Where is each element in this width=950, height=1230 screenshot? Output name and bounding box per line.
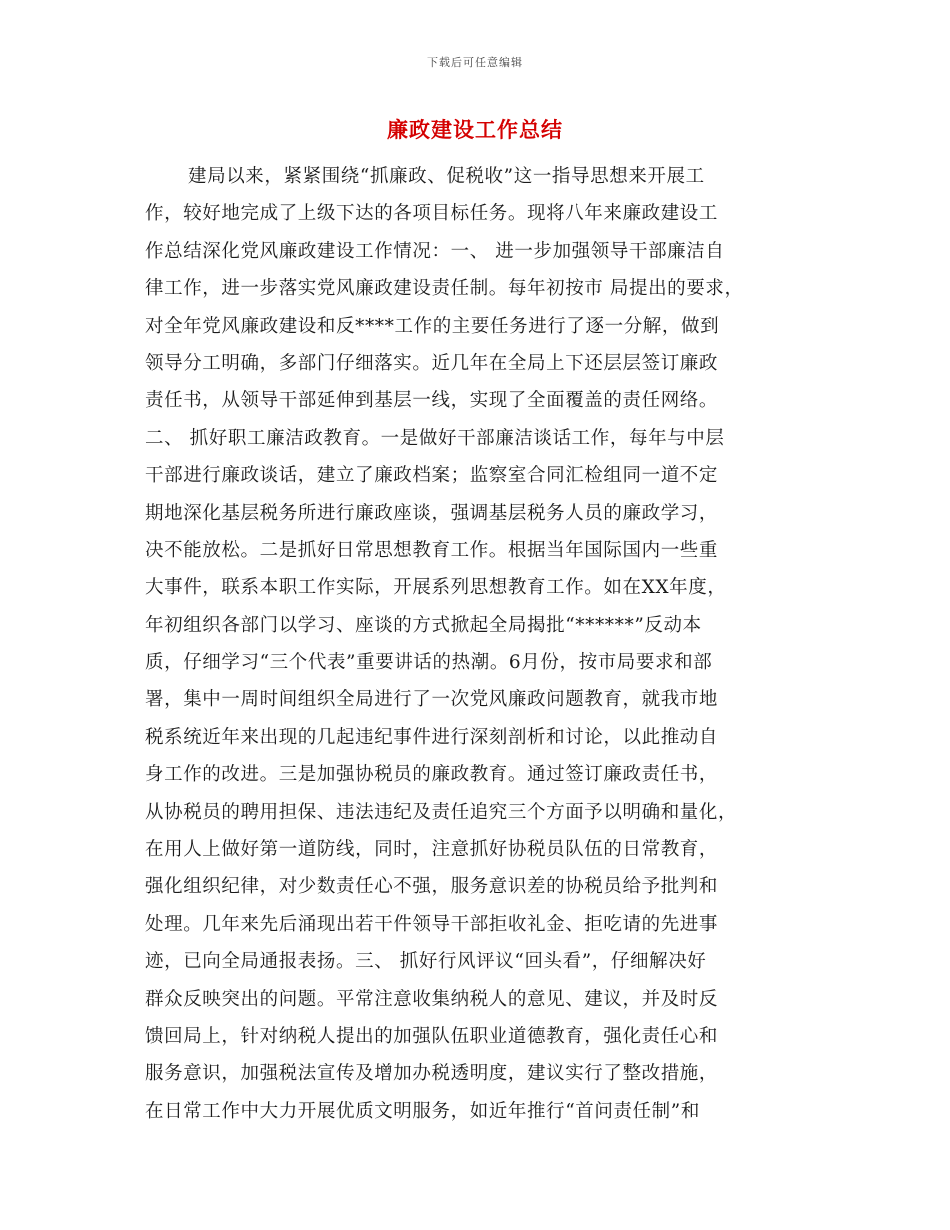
document-body [145,158,825,1130]
body-line: 从协税员的聘用担保、违法违纪及责任追究三个方面予以明确和量化， [145,801,738,823]
body-line: 处理。几年来先后涌现出若干件领导干部拒收礼金、拒吃请的先进事 [145,913,719,935]
body-line: 在日常工作中大力开展优质文明服务，如近年推行“首问责任制”和 [145,1100,700,1122]
body-line: 在用人上做好第一道防线，同时，注意抓好协税员队伍的日常教育， [145,839,719,861]
body-line: 律工作，进一步落实党风廉政建设责任制。每年初按市 局提出的要求， [145,278,744,300]
body-line: 强化组织纪律，对少数责任心不强，服务意识差的协税员给予批判和 [145,876,719,898]
body-line: 署，集中一周时间组织全局进行了一次党风廉政问题教育，就我市地 [145,689,719,711]
body-line: 馈回局上，针对纳税人提出的加强队伍职业道德教育，强化责任心和 [145,1025,719,1047]
body-line: 身工作的改进。三是加强协税员的廉政教育。通过签订廉政责任书， [145,764,719,786]
body-line: 年初组织各部门以学习、座谈的方式掀起全局揭批“******”反动本 [145,614,702,636]
body-line: 干部进行廉政谈话，建立了廉政档案；监察室合同汇检组同一道不定 [145,465,719,487]
body-line: 群众反映突出的问题。平常注意收集纳税人的意见、建议，并及时反 [145,988,719,1010]
body-line: 责任书，从领导干部延伸到基层一线，实现了全面覆盖的责任网络。 [145,390,719,412]
body-line: 税系统近年来出现的几起违纪事件进行深刻剖析和讨论，以此推动自 [145,726,719,748]
body-line: 迹，已向全局通报表扬。三、 抓好行风评议“回头看”，仔细解决好 [145,951,707,973]
body-line: 建局以来，紧紧围绕“抓廉政、促税收”这一指导思想来开展工 [188,166,705,187]
body-line: 领导分工明确，多部门仔细落实。近几年在全局上下还层层签订廉政 [145,352,719,374]
body-line: 大事件，联系本职工作实际，开展系列思想教育工作。如在XX年度， [145,577,727,599]
body-line: 作总结深化党风廉政建设工作情况：一、 进一步加强领导干部廉洁自 [145,240,725,262]
body-line: 作，较好地完成了上级下达的各项目标任务。现将八年来廉政建设工 [145,203,719,225]
body-line: 服务意识，加强税法宣传及增加办税透明度，建议实行了整改措施， [145,1063,719,1085]
body-line: 质，仔细学习“三个代表”重要讲话的热潮。6月份，按市局要求和部 [145,652,713,674]
body-line: 二、 抓好职工廉洁政教育。一是做好干部廉洁谈话工作，每年与中层 [145,427,725,449]
body-line: 对全年党风廉政建设和反****工作的主要任务进行了逐一分解，做到 [145,315,720,337]
body-line: 决不能放松。二是抓好日常思想教育工作。根据当年国际国内一些重 [145,539,719,561]
header-note: 下载后可任意编辑 [427,56,523,69]
document-title: 廉政建设工作总结 [387,117,563,142]
body-line: 期地深化基层税务所进行廉政座谈，强调基层税务人员的廉政学习， [145,502,719,524]
